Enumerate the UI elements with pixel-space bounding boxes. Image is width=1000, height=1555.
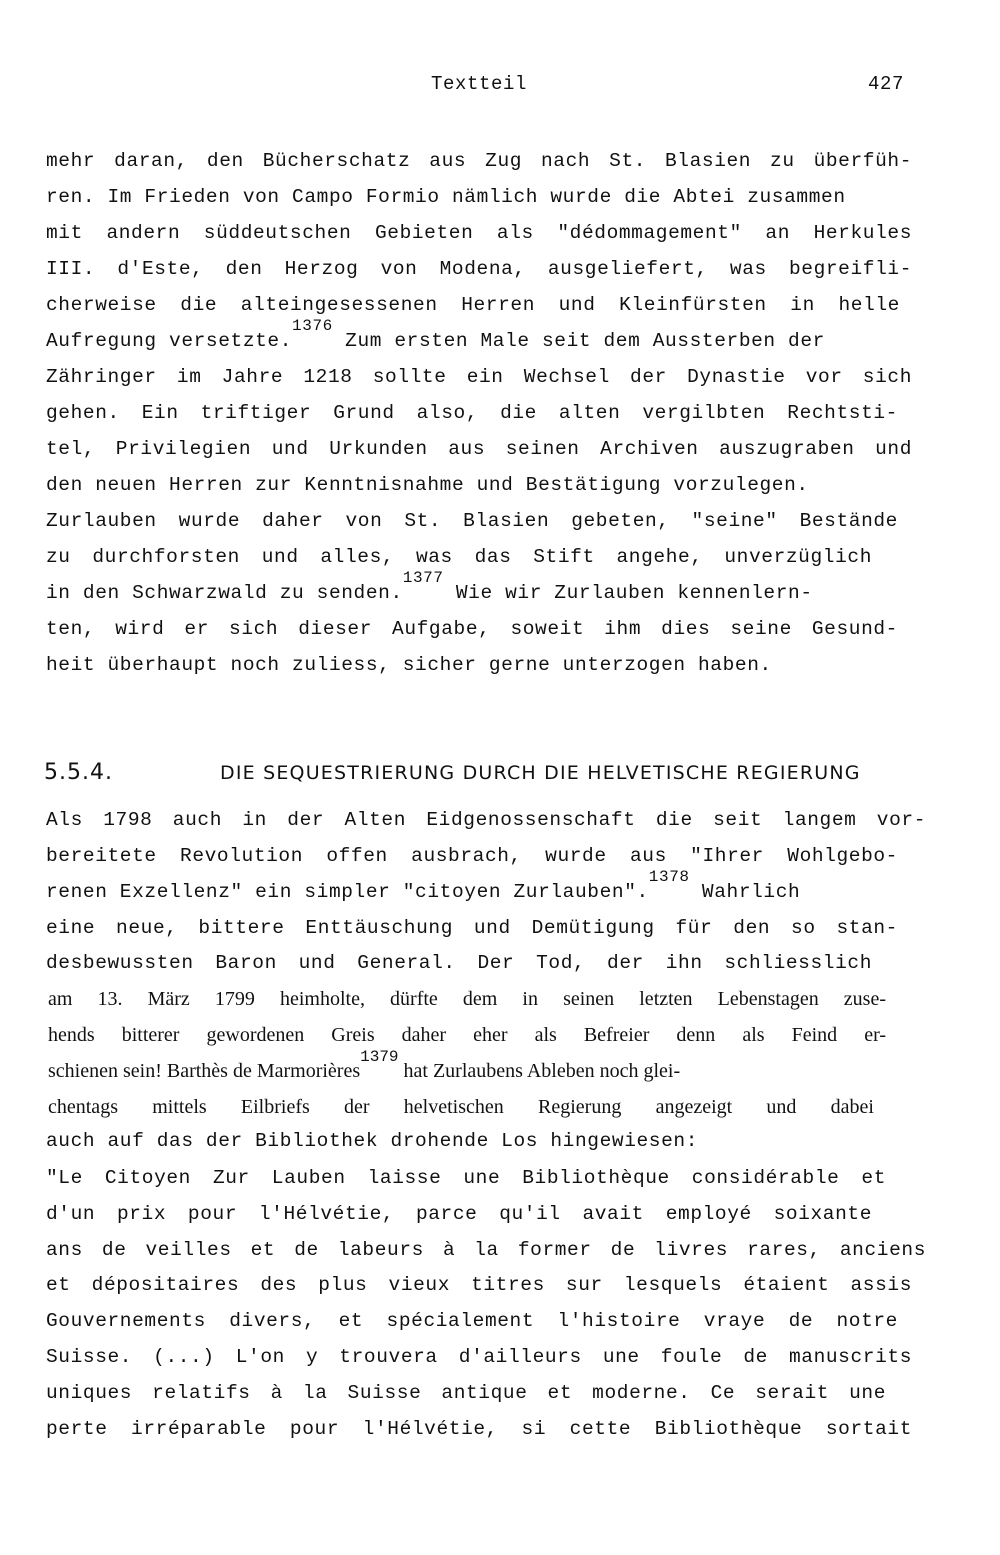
text-line: d'un prix pour l'Hélvétie, parce qu'il avait employé soixante — [46, 1203, 872, 1225]
text-line: Suisse. (...) L'on y trouvera d'ailleurs une foule de manuscrits — [46, 1346, 912, 1368]
section-title: DIE SEQUESTRIERUNG DURCH DIE HELVETISCHE REGIERUNG — [220, 762, 861, 784]
footnote-marker: 1376 — [292, 317, 333, 335]
text-line: et dépositaires des plus vieux titres sur lesquels étaient assis — [46, 1274, 912, 1296]
text-line: den neuen Herren zur Kenntnisnahme und Bestätigung vorzulegen. — [46, 474, 809, 496]
text-line: chentags mittels Eilbriefs der helvetischen Regierung angezeigt und dabei — [48, 1096, 874, 1118]
text-line: schienen sein! Barthès de Marmorières$^{1379}$ hat Zurlaubens Ableben noch glei- — [48, 1048, 681, 1082]
text-line: Gouvernements divers, et spécialement l'histoire vraye de notre — [46, 1310, 898, 1332]
text-line: heit überhaupt noch zuliess, sicher gerne unterzogen haben. — [46, 654, 772, 676]
text-line: III. d'Este, den Herzog von Modena, ausgeliefert, was begreifli- — [46, 258, 912, 280]
page-number: 427 — [868, 73, 905, 95]
text-line: mit andern süddeutschen Gebieten als "dédommagement" an Herkules — [46, 222, 912, 244]
text-line: uniques relatifs à la Suisse antique et moderne. Ce serait une — [46, 1382, 886, 1404]
text-line: Zurlauben wurde daher von St. Blasien gebeten, "seine" Bestände — [46, 510, 898, 532]
text-line: zu durchforsten und alles, was das Stift angehe, unverzüglich — [46, 546, 872, 568]
section-number: 5.5.4. — [44, 760, 113, 785]
running-header-title: Textteil — [431, 73, 528, 95]
text-line: perte irréparable pour l'Hélvétie, si cette Bibliothèque sortait — [46, 1418, 912, 1440]
text-line: cherweise die alteingesessenen Herren und Kleinfürsten in helle — [46, 294, 900, 316]
text-line: mehr daran, den Bücherschatz aus Zug nach St. Blasien zu überfüh- — [46, 150, 912, 172]
text-line: auch auf das der Bibliothek drohende Los hingewiesen: — [46, 1130, 699, 1152]
text-line: am 13. März 1799 heimholte, dürfte dem in seinen letzten Lebenstagen zuse- — [48, 988, 886, 1010]
text-line: "Le Citoyen Zur Lauben laisse une Bibliothèque considérable et — [46, 1167, 886, 1189]
text-line: renen Exzellenz" ein simpler "citoyen Zurlauben".$^{1378}$ Wahrlich — [46, 868, 801, 903]
text-line: hends bitterer gewordenen Greis daher eher als Befreier denn als Feind er- — [48, 1024, 886, 1046]
footnote-marker: 1377 — [402, 569, 444, 587]
text-line: ten, wird er sich dieser Aufgabe, soweit ihm dies seine Gesund- — [46, 618, 898, 640]
text-line: ren. Im Frieden von Campo Formio nämlich wurde die Abtei zusammen — [46, 186, 846, 208]
text-line: in den Schwarzwald zu senden.$^{1377}$ Wie wir Zurlauben kennenlern- — [46, 569, 813, 604]
footnote-marker: 1378 — [648, 868, 690, 886]
text-line: desbewussten Baron und General. Der Tod, der ihn schliesslich — [46, 952, 872, 974]
text-line: tel, Privilegien und Urkunden aus seinen Archiven auszugraben und — [46, 438, 912, 460]
text-line: Aufregung versetzte.$^{1376}$ Zum ersten Male seit dem Aussterben der — [46, 317, 825, 352]
text-line: ans de veilles et de labeurs à la former de livres rares, anciens — [46, 1239, 926, 1261]
text-line: bereitete Revolution offen ausbrach, wurde aus "Ihrer Wohlgebo- — [46, 845, 898, 867]
text-line: gehen. Ein triftiger Grund also, die alten vergilbten Rechtsti- — [46, 402, 898, 424]
text-line: eine neue, bittere Enttäuschung und Demütigung für den so stan- — [46, 917, 898, 939]
text-line: Zähringer im Jahre 1218 sollte ein Wechsel der Dynastie vor sich — [46, 366, 912, 388]
text-line: Als 1798 auch in der Alten Eidgenossenschaft die seit langem vor- — [46, 809, 926, 831]
footnote-marker: 1379 — [360, 1048, 399, 1066]
